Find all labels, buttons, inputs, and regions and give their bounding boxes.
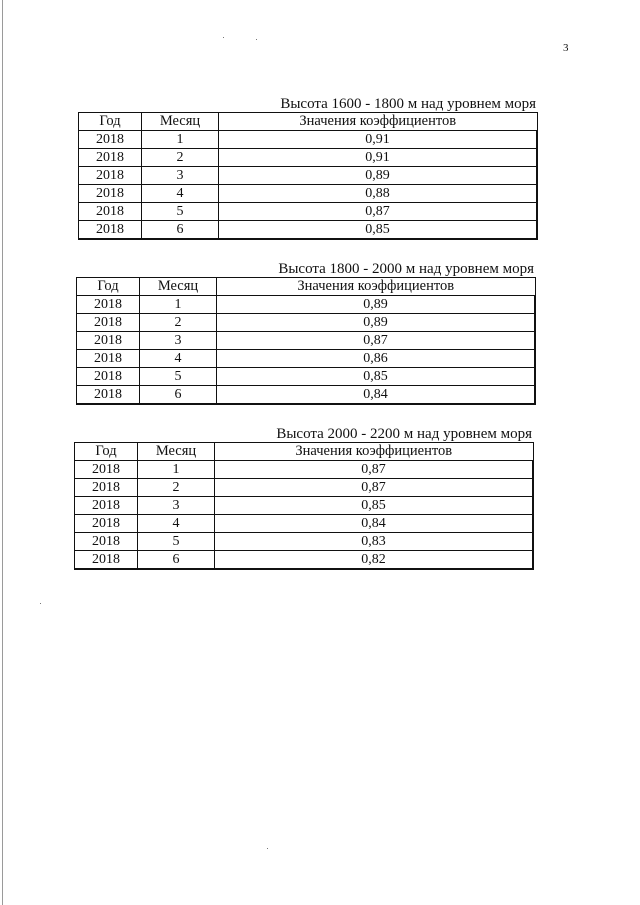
header-value: Значения коэффициентов [219,113,538,131]
header-month: Месяц [142,113,219,131]
coefficient-section-1 [78,96,538,240]
cell-year: 2018 [77,296,140,314]
coefficient-table [76,277,536,405]
header-month: Месяц [140,278,217,296]
table-row [79,167,538,185]
cell-month: 4 [138,515,215,533]
header-year: Год [75,443,138,461]
table-row [79,203,538,221]
coefficient-section-2 [76,261,536,405]
cell-year: 2018 [79,185,142,203]
cell-value: 0,84 [215,515,534,533]
cell-month: 5 [138,533,215,551]
cell-month: 2 [142,149,219,167]
table-row [75,515,534,533]
cell-month: 6 [138,551,215,570]
table-row [77,350,536,368]
cell-value: 0,89 [219,167,538,185]
cell-year: 2018 [77,350,140,368]
cell-value: 0,83 [215,533,534,551]
cell-year: 2018 [75,551,138,570]
cell-year: 2018 [75,533,138,551]
cell-year: 2018 [79,167,142,185]
header-year: Год [79,113,142,131]
table-row [75,533,534,551]
table-row [77,386,536,405]
cell-value: 0,86 [217,350,536,368]
cell-month: 3 [138,497,215,515]
section-title: Высота 1800 - 2000 м над уровнем моря [278,261,534,277]
table-row [79,131,538,149]
cell-year: 2018 [77,332,140,350]
coefficient-section-3 [74,426,534,570]
cell-value: 0,87 [219,203,538,221]
cell-month: 1 [142,131,219,149]
coefficient-table [74,442,534,570]
cell-value: 0,85 [215,497,534,515]
table-row [77,314,536,332]
table-row [79,221,538,240]
cell-value: 0,84 [217,386,536,405]
cell-year: 2018 [79,221,142,240]
scan-speck [40,603,41,604]
cell-value: 0,87 [215,461,534,479]
table-row [75,461,534,479]
cell-year: 2018 [77,386,140,405]
cell-year: 2018 [77,314,140,332]
cell-month: 3 [140,332,217,350]
header-year: Год [77,278,140,296]
table-header-row [77,278,536,296]
cell-value: 0,87 [215,479,534,497]
page-number: 3 [563,42,569,54]
table-row [75,551,534,570]
table-row [79,185,538,203]
cell-year: 2018 [79,149,142,167]
cell-year: 2018 [79,131,142,149]
cell-year: 2018 [79,203,142,221]
cell-year: 2018 [75,461,138,479]
scan-speck [267,848,268,849]
cell-month: 5 [142,203,219,221]
coefficient-table [78,112,538,240]
table-row [77,332,536,350]
cell-month: 3 [142,167,219,185]
section-title: Высота 1600 - 1800 м над уровнем моря [280,96,536,112]
cell-month: 1 [138,461,215,479]
cell-month: 6 [142,221,219,240]
table-header-row [75,443,534,461]
cell-month: 5 [140,368,217,386]
cell-value: 0,91 [219,149,538,167]
section-title: Высота 2000 - 2200 м над уровнем моря [276,426,532,442]
cell-month: 1 [140,296,217,314]
cell-year: 2018 [75,479,138,497]
cell-value: 0,91 [219,131,538,149]
cell-value: 0,89 [217,296,536,314]
cell-month: 6 [140,386,217,405]
header-value: Значения коэффициентов [217,278,536,296]
table-header-row [79,113,538,131]
cell-month: 4 [140,350,217,368]
table-row [75,497,534,515]
cell-year: 2018 [77,368,140,386]
table-row [79,149,538,167]
cell-month: 2 [140,314,217,332]
cell-value: 0,85 [217,368,536,386]
cell-value: 0,82 [215,551,534,570]
header-value: Значения коэффициентов [215,443,534,461]
scan-speck [223,37,224,38]
cell-value: 0,85 [219,221,538,240]
table-row [75,479,534,497]
cell-value: 0,88 [219,185,538,203]
header-month: Месяц [138,443,215,461]
cell-year: 2018 [75,497,138,515]
cell-month: 2 [138,479,215,497]
page-edge [2,0,3,905]
cell-value: 0,89 [217,314,536,332]
cell-year: 2018 [75,515,138,533]
cell-value: 0,87 [217,332,536,350]
cell-month: 4 [142,185,219,203]
table-row [77,368,536,386]
scan-speck [256,39,257,40]
table-row [77,296,536,314]
